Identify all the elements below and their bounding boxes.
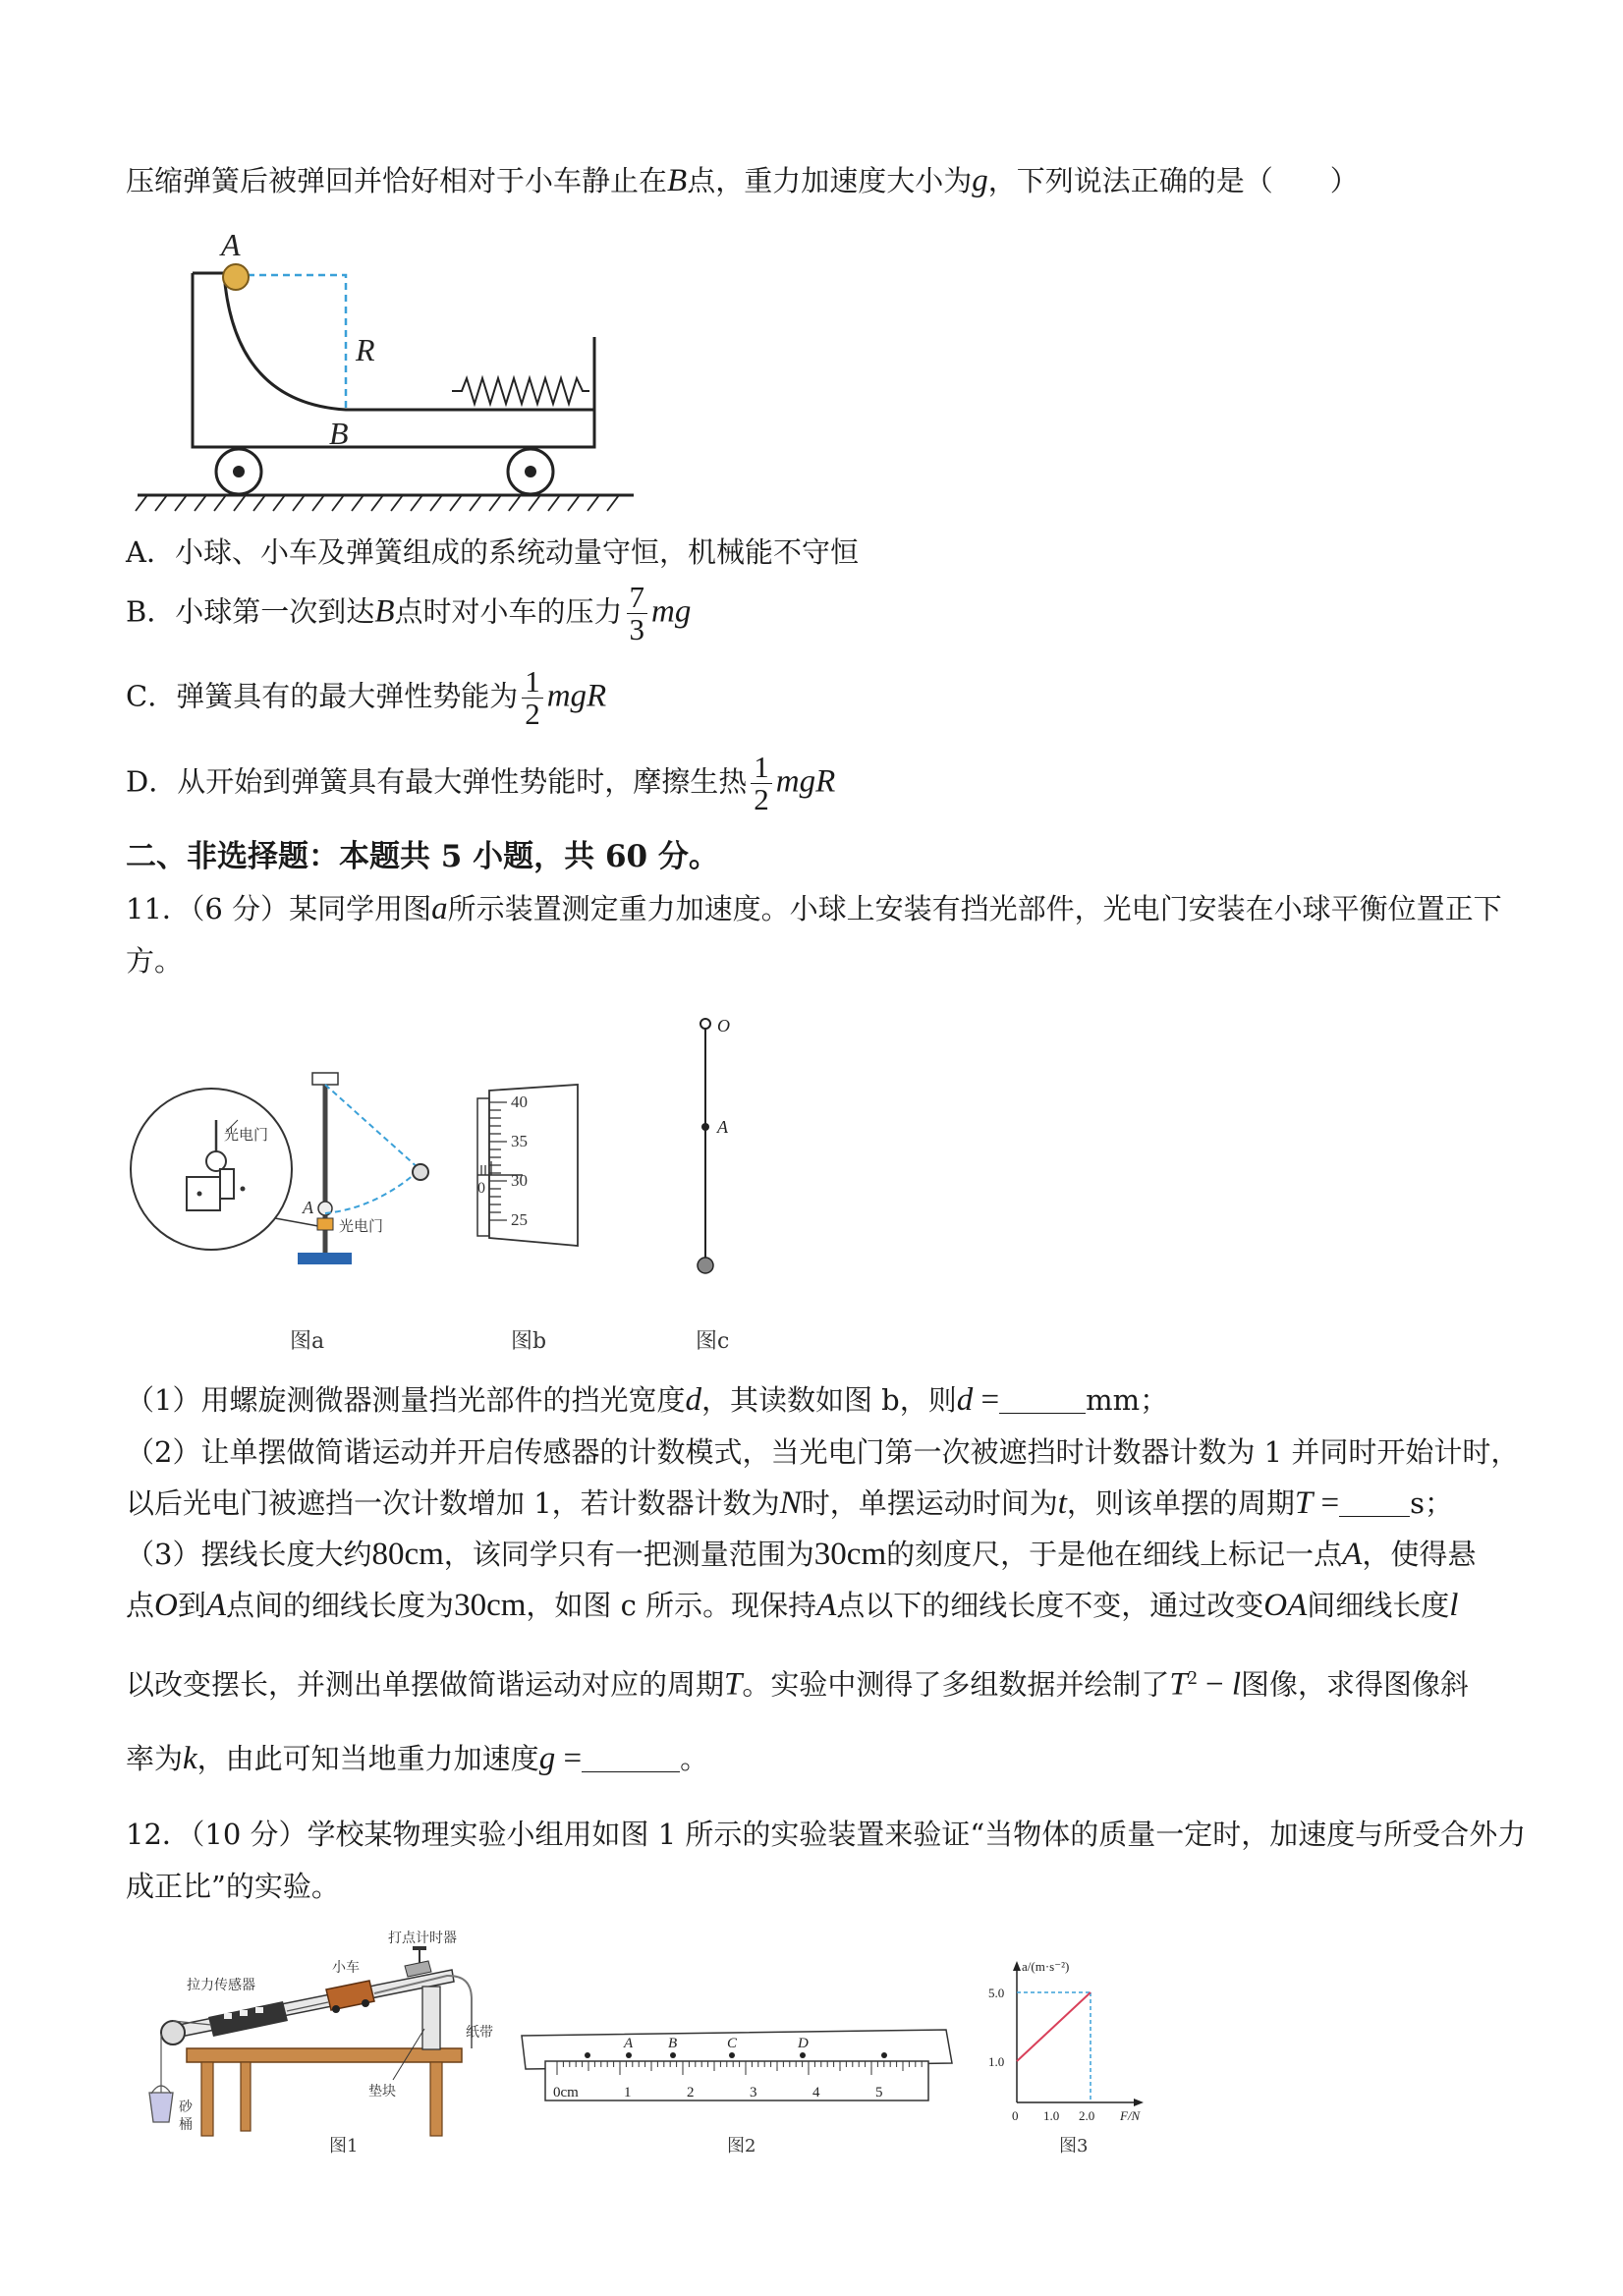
svg-text:拉力传感器: 拉力传感器 — [187, 1979, 255, 1993]
svg-text:F/N: F/N — [1120, 2108, 1141, 2122]
gate-label-zoom: 光电门 — [224, 1128, 269, 1144]
q10-option-A: A．小球、小车及弹簧组成的系统动量守恒，机械能不守恒 — [126, 535, 859, 569]
answer-blank — [582, 1742, 680, 1772]
q11-part3-line3: 以改变摆长，并测出单摆做简谐运动对应的周期T。实验中测得了多组数据并绘制了$T^2 - l$图像，求得图像斜 — [126, 1666, 1470, 1703]
figure-a-caption: 图a — [290, 1329, 325, 1354]
q12-line1: 12．（10 分）学校某物理实验小组用如图 1 所示的实验装置来验证“当物体的质量一定时，加速度与所受合外力 — [126, 1818, 1527, 1851]
label-A: A — [221, 227, 241, 262]
svg-text:0: 0 — [1012, 2108, 1019, 2122]
svg-text:0cm: 0cm — [553, 2085, 579, 2100]
q11-part3-line1: （3）摆线长度大约80cm，该同学只有一把测量范围为30cm的刻度尺，于是他在细线上标记一点A，使得悬 — [126, 1537, 1477, 1572]
svg-text:1.0: 1.0 — [1043, 2108, 1060, 2122]
fraction-7-3: $\frac{7}{3}$ — [627, 582, 648, 645]
svg-text:35: 35 — [511, 1132, 528, 1150]
svg-text:O: O — [717, 1016, 730, 1036]
q10-option-B: B．小球第一次到达B点时对小车的压力 $\frac{7}{3}$ mg — [126, 580, 692, 646]
label-B: B — [329, 416, 349, 451]
svg-text:a/(m·s⁻²): a/(m·s⁻²) — [1022, 1959, 1070, 1974]
svg-text:砂: 砂 — [179, 2100, 193, 2115]
q10-cart-figure — [128, 226, 648, 521]
svg-text:30: 30 — [511, 1171, 528, 1190]
figure-1-caption: 图1 — [329, 2136, 359, 2156]
svg-text:1: 1 — [624, 2085, 632, 2100]
answer-blank — [1339, 1486, 1410, 1517]
q12-figure-3 — [982, 1955, 1159, 2122]
q11-line1: 11．（6 分）某同学用图a所示装置测定重力加速度。小球上安装有挡光部件，光电门安装在小球平衡位置正下 — [126, 891, 1502, 926]
q11-part3-line2: 点O到A点间的细线长度为30cm，如图 c 所示。现保持A点以下的细线长度不变，通过改变OA间细线长度l — [126, 1588, 1459, 1623]
section-2-heading: 二、非选择题：本题共 5 小题，共 60 分。 — [126, 839, 719, 874]
svg-text:1.0: 1.0 — [988, 2054, 1005, 2069]
fraction-1-2: $\frac{1}{2}$ — [522, 666, 543, 730]
svg-text:4: 4 — [812, 2085, 820, 2100]
figure-2-caption: 图2 — [727, 2136, 756, 2156]
q11-part3-line4: 率为k，由此可知当地重力加速度g = 。 — [126, 1741, 709, 1776]
svg-text:2: 2 — [687, 2085, 695, 2100]
q11-figure-a — [128, 1061, 452, 1277]
q11-part2-line1: （2）让单摆做简谐运动并开启传感器的计数模式，当光电门第一次被遮挡时计数器计数为 1 并同时开始计时， — [126, 1435, 1520, 1469]
svg-text:桶: 桶 — [179, 2118, 193, 2133]
svg-text:5.0: 5.0 — [988, 1986, 1005, 2000]
svg-text:C: C — [727, 2036, 738, 2051]
svg-text:2.0: 2.0 — [1079, 2108, 1095, 2122]
svg-text:40: 40 — [511, 1092, 528, 1111]
figure-3-caption: 图3 — [1059, 2136, 1089, 2156]
svg-text:垫块: 垫块 — [368, 2085, 396, 2100]
svg-text:小车: 小车 — [332, 1961, 360, 1976]
svg-text:B: B — [668, 2036, 678, 2051]
gate-label: 光电门 — [339, 1219, 384, 1235]
q11-line2: 方。 — [126, 944, 184, 978]
svg-text:3: 3 — [750, 2085, 757, 2100]
q11-part1: （1）用螺旋测微器测量挡光部件的挡光宽度d，其读数如图 b，则d = mm； — [126, 1382, 1169, 1418]
svg-text:A: A — [624, 2036, 634, 2051]
point-A-label: A — [303, 1198, 313, 1217]
svg-text:A: A — [717, 1117, 728, 1137]
q12-figure-1 — [147, 1931, 521, 2142]
q11-part2-line2: 以后光电门被遮挡一次计数增加 1，若计数器计数为N时，单摆运动时间为t，则该单摆的周期T = s； — [126, 1485, 1454, 1521]
figure-b-caption: 图b — [511, 1329, 547, 1354]
svg-text:25: 25 — [511, 1210, 528, 1229]
figure-c-caption: 图c — [696, 1329, 730, 1354]
q11-figure-c — [688, 1012, 766, 1287]
svg-text:纸带: 纸带 — [466, 2026, 493, 2041]
label-R: R — [356, 332, 375, 367]
q10-option-C: C．弹簧具有的最大弹性势能为 $\frac{1}{2}$ mgR — [126, 664, 607, 731]
q10-option-D: D．从开始到弹簧具有最大弹性势能时，摩擦生热 $\frac{1}{2}$ mgR — [126, 750, 836, 816]
q11-figure-b — [472, 1081, 589, 1248]
answer-blank — [999, 1383, 1086, 1414]
fraction-1-2: $\frac{1}{2}$ — [751, 752, 772, 815]
q12-line2: 成正比”的实验。 — [126, 1870, 340, 1903]
svg-text:打点计时器: 打点计时器 — [388, 1932, 457, 1946]
svg-text:D: D — [798, 2036, 809, 2051]
svg-text:5: 5 — [875, 2085, 883, 2100]
svg-text:0: 0 — [477, 1180, 485, 1197]
q12-figure-2 — [516, 2024, 958, 2117]
q10-stem: 压缩弹簧后被弹回并恰好相对于小车静止在B点，重力加速度大小为g，下列说法正确的是（ ） — [126, 163, 1359, 198]
